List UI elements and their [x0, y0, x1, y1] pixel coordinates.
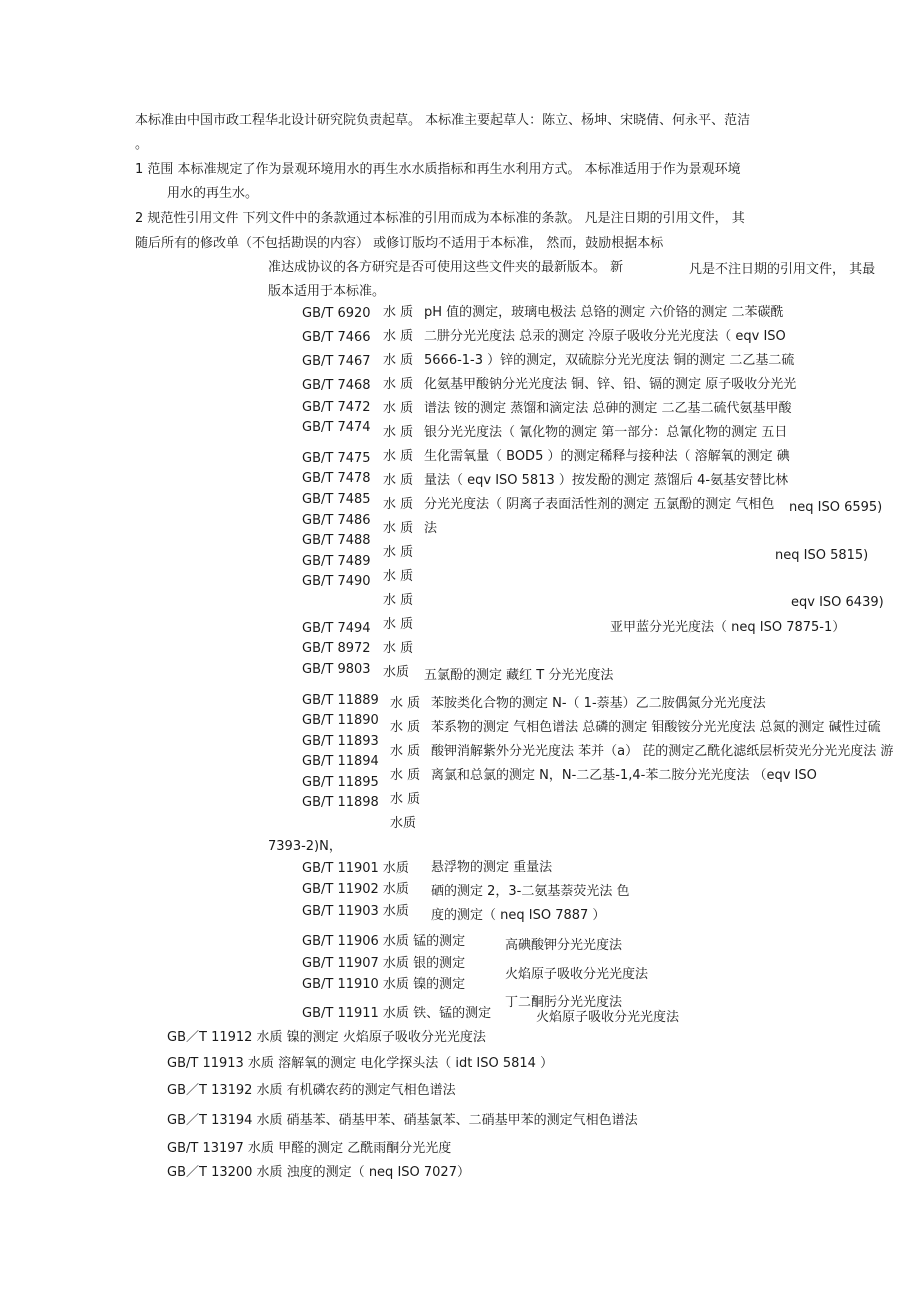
ref-code: GB/T 7472: [302, 400, 371, 415]
ref-code: GB/T 7494: [302, 621, 371, 636]
method-text-line: 量法（ eqv ISO 5813 ）按发酚的测定 蒸馏后 4-氨基安替比林: [424, 473, 789, 488]
ref-code: GB/T 11898: [302, 795, 379, 810]
method-text-line: 法: [424, 521, 438, 536]
ref-code: GB/T 11890: [302, 713, 379, 728]
water-quality-label: 水 质: [383, 593, 414, 608]
method-text-line: 谱法 铵的测定 蒸馏和滴定法 总砷的测定 二乙基二硫代氨基甲酸: [424, 401, 792, 416]
ref-code: GB/T 8972: [302, 641, 371, 656]
method-text-line: 7393-2)N，: [268, 839, 342, 854]
ref-entry: GB/T 11913 水质 溶解氧的测定 电化学探头法（ idt ISO 5814 ）: [167, 1056, 554, 1071]
ref-code: GB/T 7485: [302, 492, 371, 507]
method-text-line: 苯系物的测定 气相色谱法 总磷的测定 钼酸铵分光光度法 总氮的测定 碱性过硫: [431, 720, 881, 735]
normative-line-3a: 准达成协议的各方研究是否可使用这些文件夹的最新版本。 新: [268, 260, 624, 275]
ref-code: GB/T 11901 水质: [302, 861, 409, 876]
ref-code: GB/T 11895: [302, 775, 379, 790]
ref-code: GB/T 7488: [302, 533, 371, 548]
water-quality-label: 水 质: [383, 641, 414, 656]
water-quality-label: 水 质: [383, 449, 414, 464]
water-quality-label: 水 质: [390, 768, 421, 783]
ref-code: GB/T 7467: [302, 354, 371, 369]
water-quality-label: 水 质: [390, 720, 421, 735]
ref-code: GB/T 7475: [302, 451, 371, 466]
water-quality-label: 水 质: [383, 521, 414, 536]
ref-entry: GB／T 13192 水质 有机磷农药的测定气相色谱法: [167, 1083, 456, 1098]
water-quality-label: 水 质: [383, 353, 414, 368]
ref-code: GB/T 7474: [302, 420, 371, 435]
method-text-line: 苯胺类化合物的测定 N-（ 1-萘基）乙二胺偶氮分光光度法: [431, 696, 766, 711]
ref-code: GB/T 11893: [302, 734, 379, 749]
water-quality-label: 水 质: [383, 425, 414, 440]
method-text-line: 分光光度法（ 阴离子表面活性剂的测定 五氯酚的测定 气相色: [424, 497, 775, 512]
method-text-line: pH 值的测定，玻璃电极法 总铬的测定 六价铬的测定 二苯碳酰: [424, 305, 784, 320]
method-text-line-clipped: 丁二酮肟分光光度法: [505, 995, 623, 1010]
iso-note: neq ISO 6595): [789, 500, 883, 515]
ref-code: GB/T 7468: [302, 378, 371, 393]
scope-line-1: 1 范围 本标准规定了作为景观环境用水的再生水水质指标和再生水利用方式。 本标准适用于作为景观环境: [135, 162, 741, 177]
ref-entry: GB／T 11912 水质 镍的测定 火焰原子吸收分光光度法: [167, 1030, 486, 1045]
iso-note: eqv ISO 6439): [791, 595, 884, 610]
ref-code: GB/T 7486: [302, 513, 371, 528]
iso-note: neq ISO 5815): [775, 548, 869, 563]
iso-note: 亚甲蓝分光光度法（ neq ISO 7875-1）: [610, 620, 846, 635]
ref-code: GB/T 11907 水质 银的测定: [302, 956, 466, 971]
method-text-line: 度的测定（ neq ISO 7887 ）: [431, 908, 606, 923]
water-quality-label: 水质: [390, 816, 417, 831]
ref-entry: GB/T 13197 水质 甲醛的测定 乙酰雨酮分光光度: [167, 1141, 452, 1156]
normative-line-1: 2 规范性引用文件 下列文件中的条款通过本标准的引用而成为本标准的条款。 凡是注日期的引用文件， 其: [135, 211, 745, 226]
method-text-line: 银分光光度法（ 氰化物的测定 第一部分：总氰化物的测定 五日: [424, 425, 788, 440]
ref-code: GB/T 11910 水质 镍的测定: [302, 977, 466, 992]
drafting-org-line-end: 。: [135, 137, 149, 152]
ref-code: GB/T 11902 水质: [302, 882, 409, 897]
water-quality-label: 水 质: [383, 473, 414, 488]
water-quality-label: 水 质: [383, 545, 414, 560]
water-quality-label: 水 质: [383, 497, 414, 512]
ref-code: GB/T 9803: [302, 662, 371, 677]
normative-line-2: 随后所有的修改单（不包括勘误的内容） 或修订版均不适用于本标准， 然而，鼓励根据本标: [135, 236, 664, 251]
ref-code: GB/T 11894: [302, 754, 379, 769]
method-text-line: 火焰原子吸收分光光度法: [505, 967, 649, 982]
normative-line-4: 版本适用于本标准。: [268, 284, 386, 299]
water-quality-label: 水 质: [390, 792, 421, 807]
method-text-line: 悬浮物的测定 重量法: [431, 860, 553, 875]
method-text-line: 化氨基甲酸钠分光光度法 铜、锌、铅、镉的测定 原子吸收分光光: [424, 377, 797, 392]
method-text-line: 硒的测定 2，3-二氨基萘荧光法 色: [431, 884, 630, 899]
water-quality-label: 水 质: [383, 617, 414, 632]
ref-entry: GB／T 13194 水质 硝基苯、硝基甲苯、硝基氯苯、二硝基甲苯的测定气相色谱法: [167, 1113, 638, 1128]
ref-code: GB/T 7489: [302, 554, 371, 569]
method-text-line: 酸钾消解紫外分光光度法 苯并（a） 芘的测定乙酰化滤纸层析荧光分光光度法 游: [431, 744, 894, 759]
ref-code: GB/T 11903 水质: [302, 904, 409, 919]
water-quality-label: 水 质: [390, 744, 421, 759]
method-text-line: 5666-1-3 ）锌的测定，双硫腙分光光度法 铜的测定 二乙基二硫: [424, 353, 795, 368]
water-quality-label: 水 质: [383, 569, 414, 584]
water-quality-label: 水 质: [383, 329, 414, 344]
water-quality-label: 水质: [383, 665, 410, 680]
method-text-line: 离氯和总氯的测定 N，N-二乙基-1,4-苯二胺分光光度法 （eqv ISO: [431, 768, 817, 783]
ref-code: GB/T 11889: [302, 693, 379, 708]
scope-line-2: 用水的再生水。: [167, 186, 259, 201]
ref-code: GB/T 6920: [302, 306, 371, 321]
drafting-org-line: 本标准由中国市政工程华北设计研究院负责起草。 本标准主要起草人：陈立、杨坤、宋晓倩、何永平、范洁: [135, 113, 751, 128]
ref-code: GB/T 7490: [302, 574, 371, 589]
method-text-line: 高碘酸钾分光光度法: [505, 938, 623, 953]
water-quality-label: 水 质: [383, 305, 414, 320]
ref-code: GB/T 7466: [302, 330, 371, 345]
ref-code: GB/T 11911 水质 铁、锰的测定: [302, 1006, 492, 1021]
water-quality-label: 水 质: [390, 696, 421, 711]
ref-code: GB/T 7478: [302, 471, 371, 486]
ref-code: GB/T 11906 水质 锰的测定: [302, 934, 466, 949]
method-text-line: 二肼分光光度法 总汞的测定 冷原子吸收分光光度法（ eqv ISO: [424, 329, 786, 344]
normative-line-3b: 凡是不注日期的引用文件， 其最: [689, 262, 876, 277]
ref-entry: GB／T 13200 水质 浊度的测定（ neq ISO 7027）: [167, 1165, 470, 1180]
method-text-line: 五氯酚的测定 藏红 T 分光光度法: [424, 668, 614, 683]
water-quality-label: 水 质: [383, 401, 414, 416]
water-quality-label: 水 质: [383, 377, 414, 392]
method-text-line: 火焰原子吸收分光光度法: [536, 1010, 680, 1025]
method-text-line: 生化需氧量（ BOD5 ）的测定稀释与接种法（ 溶解氧的测定 碘: [424, 449, 790, 464]
